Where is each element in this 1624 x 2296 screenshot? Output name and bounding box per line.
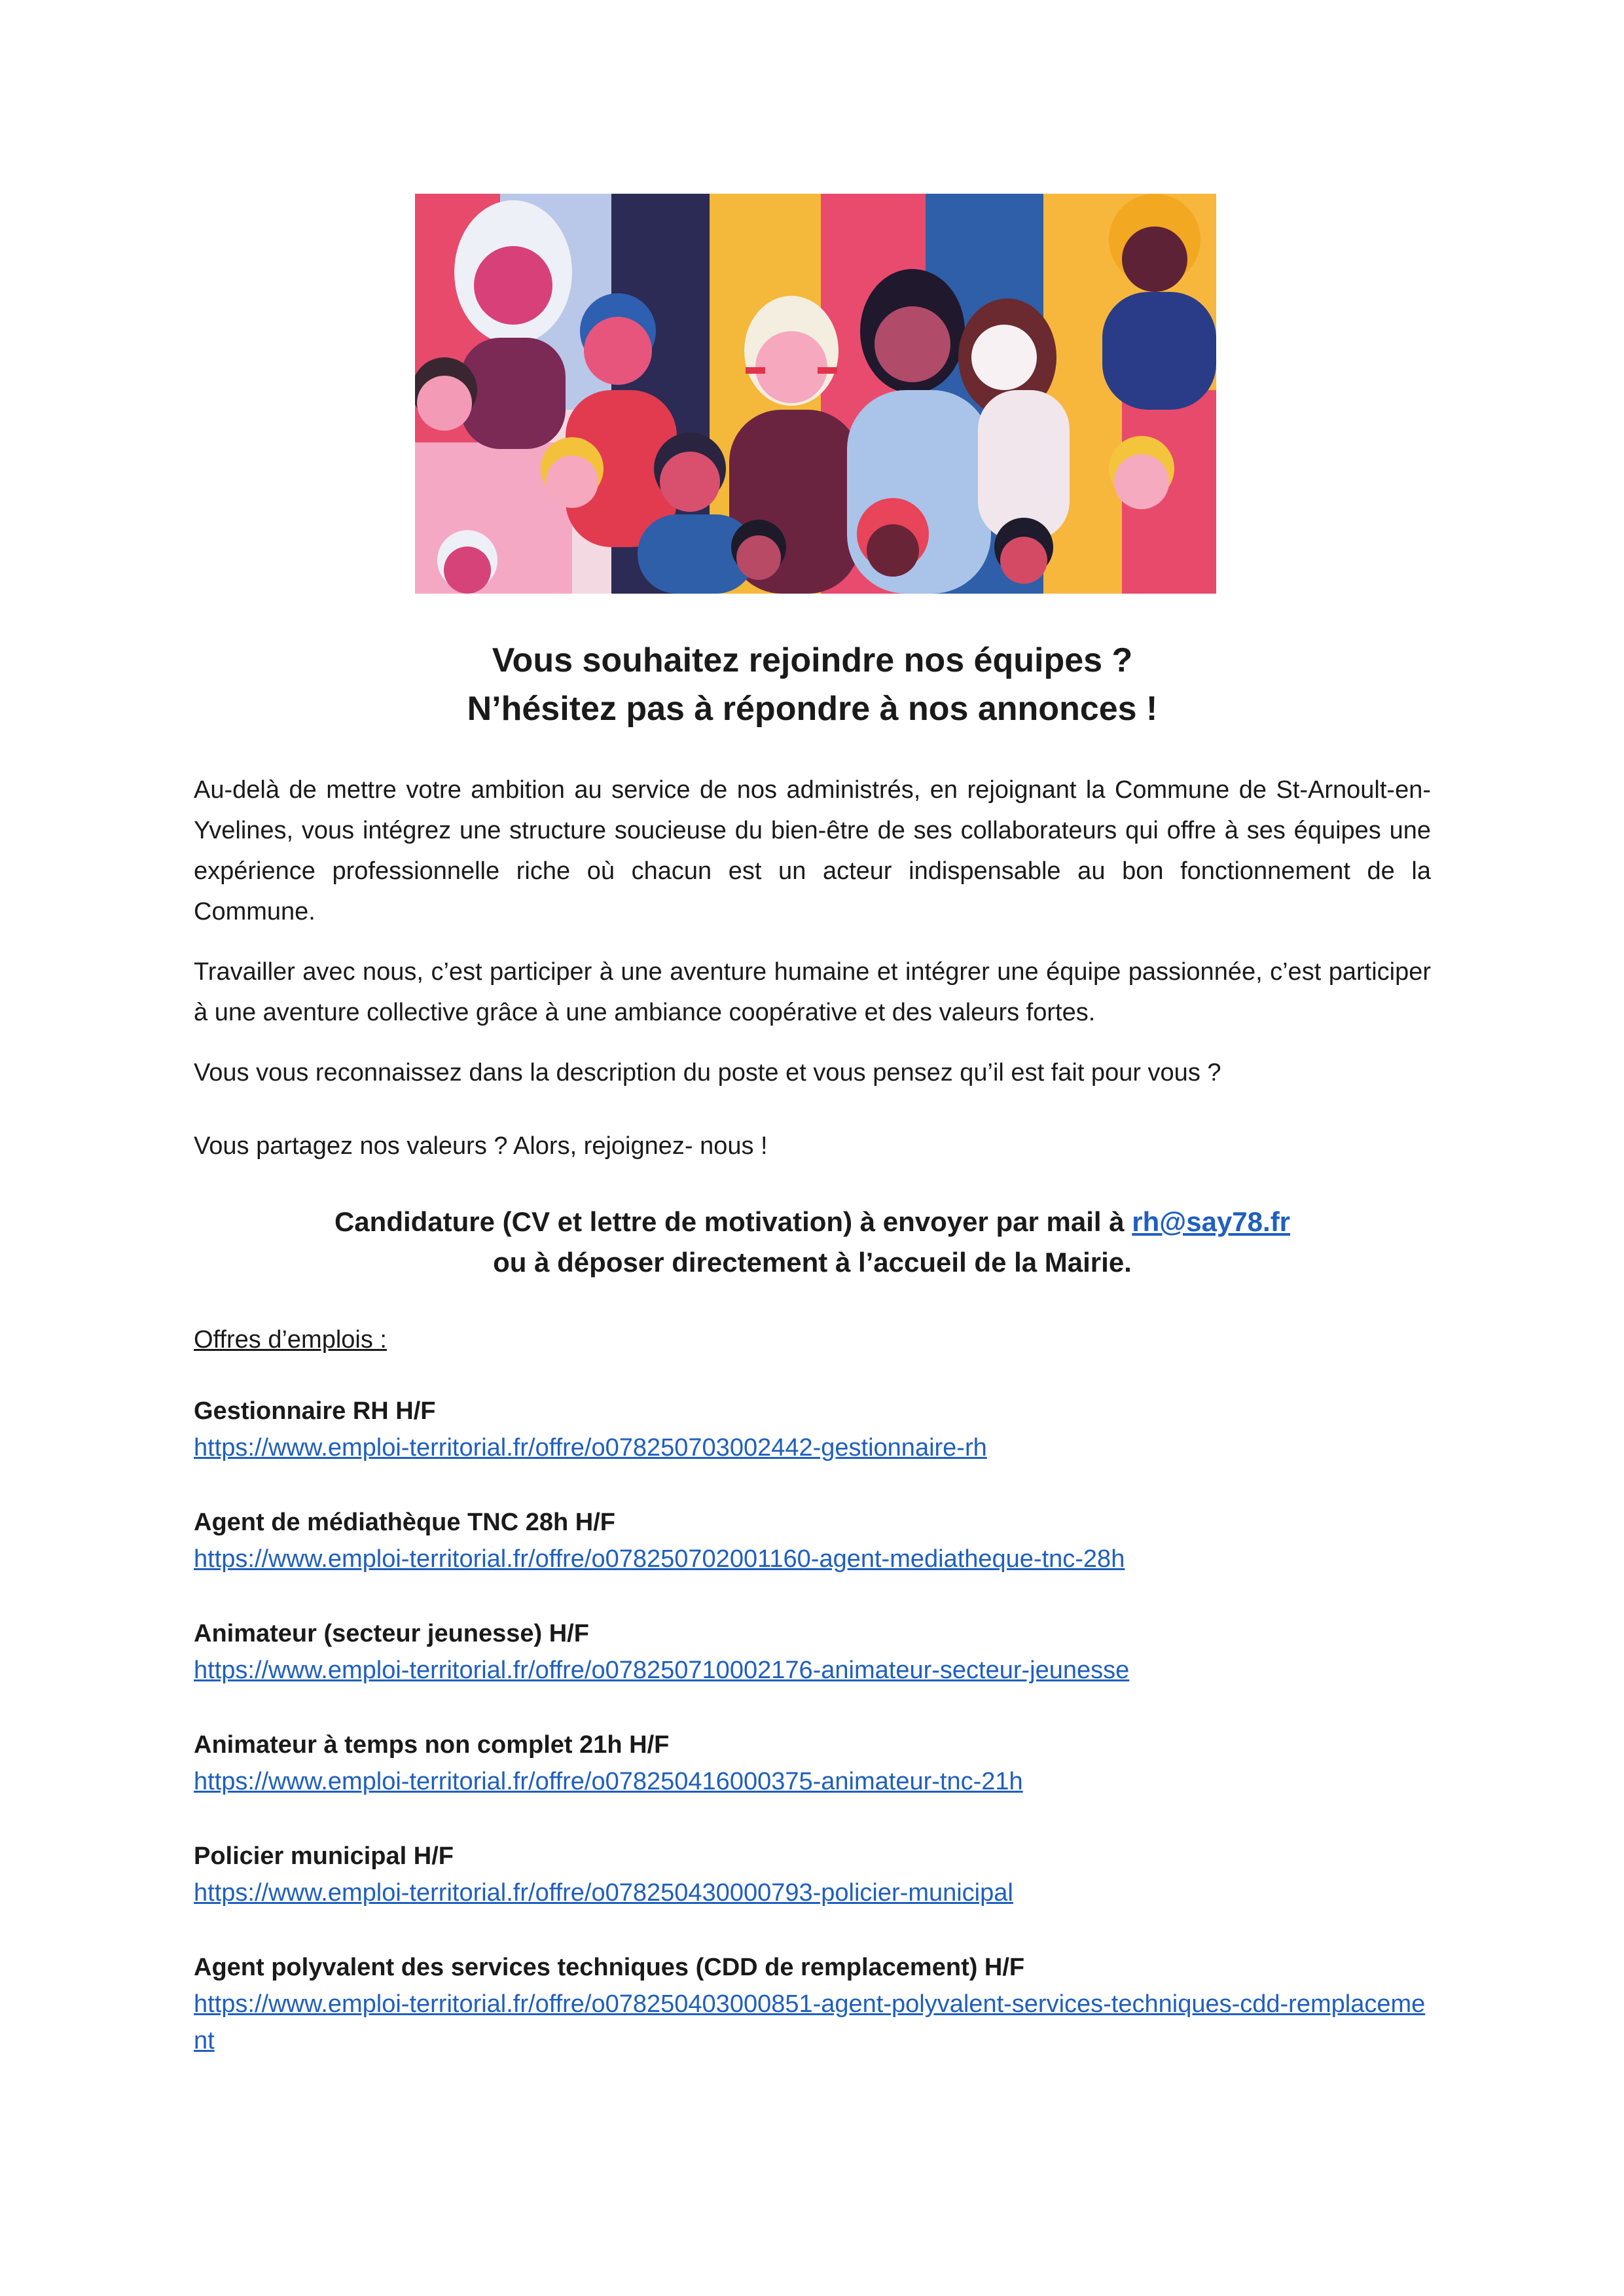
job-offer-link[interactable]: https://www.emploi-territorial.fr/offre/o078250710002176-animateur-secteur-jeunesse [194, 1657, 1130, 1684]
application-instructions [194, 1202, 1431, 1283]
people-illustration [415, 194, 1216, 594]
page-headline [194, 636, 1431, 733]
application-line-2: ou à déposer directement à l’accueil de la Mairie. [493, 1247, 1132, 1278]
headline-line-2: N’hésitez pas à répondre à nos annonces ! [467, 690, 1158, 728]
job-offer-title: Animateur à temps non complet 21h H/F [194, 1731, 670, 1759]
job-offer [194, 1504, 1431, 1615]
job-offers-list [194, 1393, 1431, 2060]
job-offer-link[interactable]: https://www.emploi-territorial.fr/offre/o078250430000793-policier-municipal [194, 1879, 1013, 1907]
offers-heading: Offres d’emplois : [194, 1326, 387, 1354]
job-offer-title: Agent de médiathèque TNC 28h H/F [194, 1509, 615, 1536]
application-line-1: Candidature (CV et lettre de motivation) à envoyer par mail à [334, 1206, 1132, 1237]
job-offer [194, 1838, 1431, 1949]
application-email-link[interactable]: rh@say78.fr [1132, 1206, 1291, 1237]
job-offer-title: Policier municipal H/F [194, 1842, 454, 1870]
job-offer-link[interactable]: https://www.emploi-territorial.fr/offre/o078250702001160-agent-mediatheque-tnc-28h [194, 1545, 1125, 1573]
job-offer [194, 1393, 1431, 1504]
job-offer-link[interactable]: https://www.emploi-territorial.fr/offre/o078250416000375-animateur-tnc-21h [194, 1768, 1023, 1795]
job-offer-title: Gestionnaire RH H/F [194, 1397, 436, 1425]
intro-paragraph-3: Vous vous reconnaissez dans la description du poste et vous pensez qu’il est fait pour vous ? [194, 1059, 1221, 1086]
job-offer-title: Agent polyvalent des services techniques (CDD de remplacement) H/F [194, 1954, 1025, 1981]
intro-paragraph-2: Travailler avec nous, c’est participer à une aventure humaine et intégrer une équipe passionnée, c’est participer à une aventure collective grâce à une ambiance coopérative et des valeurs fortes. [194, 958, 1431, 1026]
job-offer [194, 1727, 1431, 1838]
headline-line-1: Vous souhaitez rejoindre nos équipes ? [492, 641, 1133, 679]
job-offer [194, 1615, 1431, 1727]
job-offer-link[interactable]: https://www.emploi-territorial.fr/offre/o078250703002442-gestionnaire-rh [194, 1434, 987, 1462]
intro-text [194, 770, 1431, 1186]
job-offer [194, 1949, 1431, 2060]
job-offer-link[interactable]: https://www.emploi-territorial.fr/offre/o078250403000851-agent-polyvalent-services-techniques-cdd-remplacement [194, 1990, 1426, 2054]
intro-paragraph-1: Au-delà de mettre votre ambition au service de nos administrés, en rejoignant la Commune de St-Arnoult-en-Yvelines, vous intégrez une structure soucieuse du bien-être de ses collaborateurs qui offre à ses équipes une expérience professionnelle riche où chacun est un acteur indispensable au bon fonctionnement de la Commune. [194, 776, 1431, 925]
job-offer-title: Animateur (secteur jeunesse) H/F [194, 1620, 589, 1647]
intro-paragraph-4: Vous partagez nos valeurs ? Alors, rejoignez- nous ! [194, 1132, 768, 1160]
